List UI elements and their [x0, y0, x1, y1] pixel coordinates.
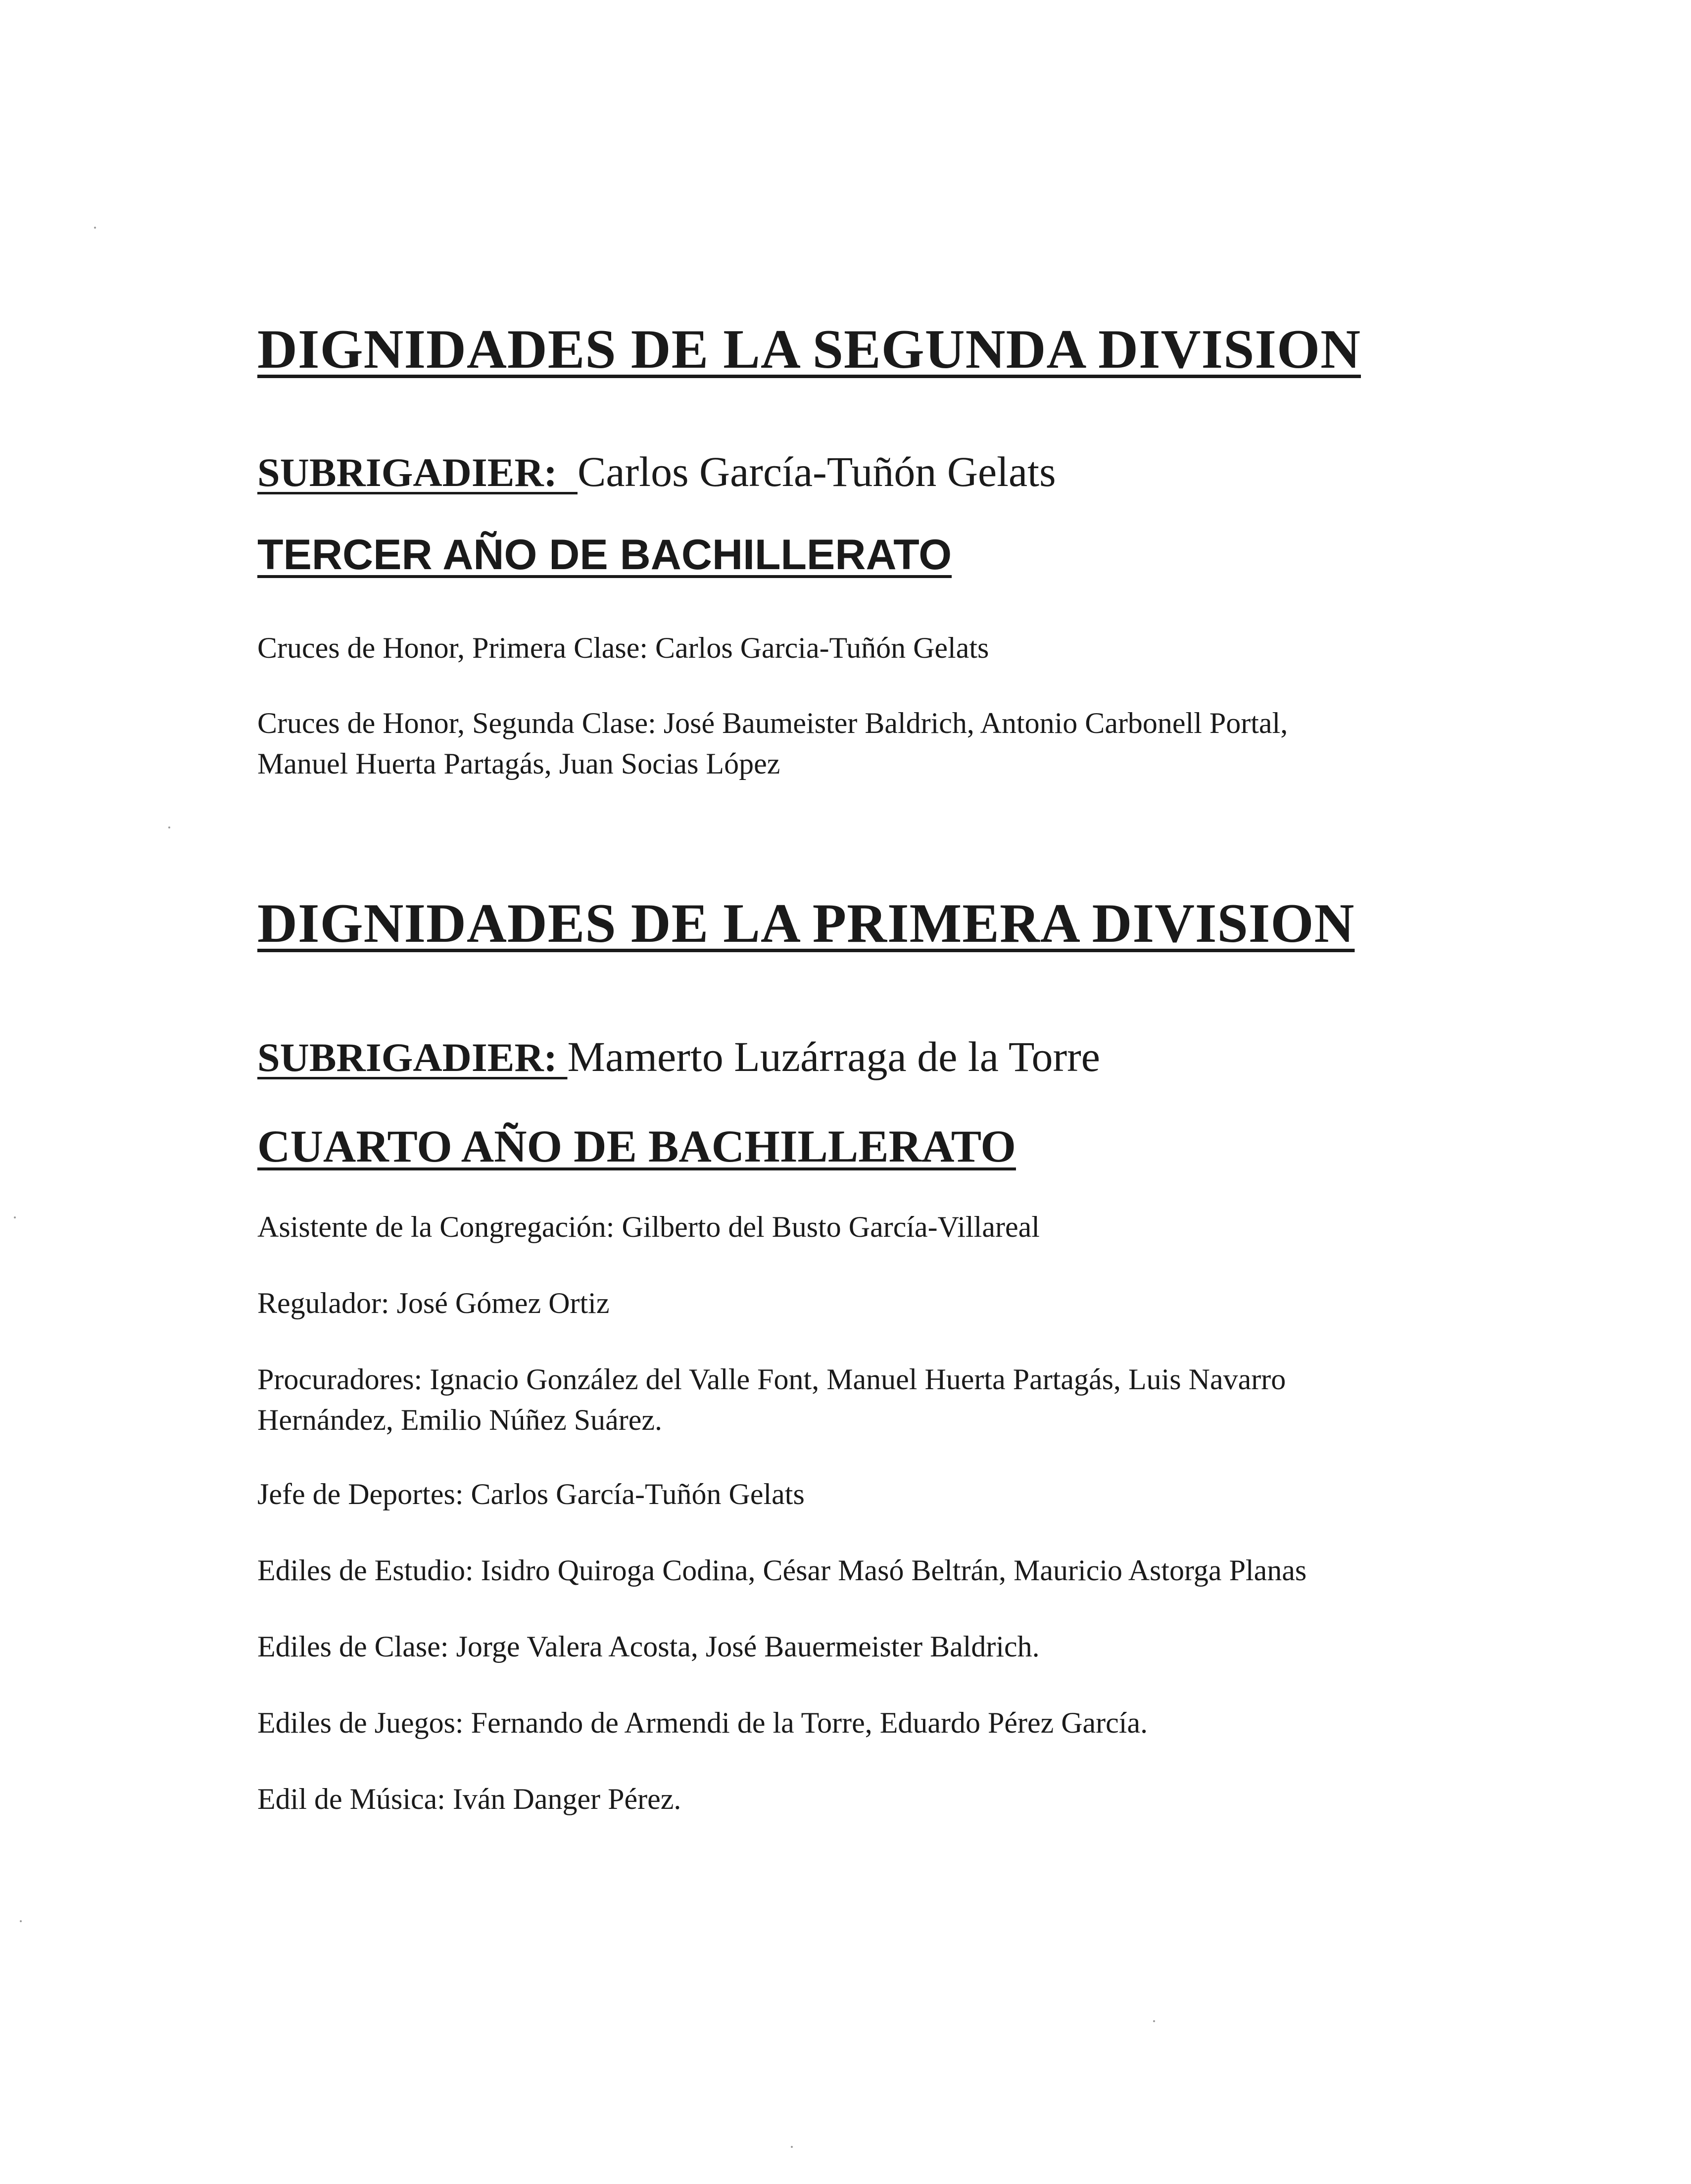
- underline-gap: [557, 452, 578, 493]
- scan-speck: [168, 826, 170, 828]
- segunda-cruces-segunda-line1: Cruces de Honor, Segunda Clase: José Baumeister Baldrich, Antonio Carbonell Portal,: [257, 707, 1288, 739]
- scan-speck: [1153, 2020, 1155, 2022]
- segunda-subrigadier-line: [257, 450, 1056, 493]
- primera-jefe-deportes: Jefe de Deportes: Carlos García-Tuñón Gelats: [257, 1478, 805, 1510]
- segunda-subrigadier-label: SUBRIGADIER:: [257, 450, 557, 495]
- primera-division-title: DIGNIDADES DE LA PRIMERA DIVISION: [257, 893, 1355, 954]
- scan-speck: [791, 2146, 793, 2148]
- primera-ediles-estudio: Ediles de Estudio: Isidro Quiroga Codina, César Masó Beltrán, Mauricio Astorga Planas: [257, 1554, 1307, 1587]
- scan-speck: [94, 227, 96, 229]
- primera-edil-musica: Edil de Música: Iván Danger Pérez.: [257, 1783, 681, 1815]
- segunda-division-title: DIGNIDADES DE LA SEGUNDA DIVISION: [257, 319, 1361, 380]
- scan-speck: [20, 1920, 22, 1922]
- segunda-subrigadier-name: Carlos García-Tuñón Gelats: [578, 448, 1056, 495]
- segunda-cruces-primera: Cruces de Honor, Primera Clase: Carlos Garcia-Tuñón Gelats: [257, 631, 989, 664]
- primera-ediles-juegos: Ediles de Juegos: Fernando de Armendi de la Torre, Eduardo Pérez García.: [257, 1706, 1148, 1739]
- segunda-cruces-segunda-line2: Manuel Huerta Partagás, Juan Socias López: [257, 747, 780, 780]
- primera-procuradores-line2: Hernández, Emilio Núñez Suárez.: [257, 1404, 662, 1436]
- primera-procuradores-line1: Procuradores: Ignacio González del Valle Font, Manuel Huerta Partagás, Luis Navarro: [257, 1363, 1286, 1396]
- primera-asistente: Asistente de la Congregación: Gilberto del Busto García-Villareal: [257, 1211, 1040, 1243]
- primera-subrigadier-name: Mamerto Luzárraga de la Torre: [567, 1033, 1100, 1080]
- primera-year-heading: CUARTO AÑO DE BACHILLERATO: [257, 1121, 1016, 1171]
- segunda-year-heading: TERCER AÑO DE BACHILLERATO: [257, 531, 952, 579]
- primera-subrigadier-line: [257, 1035, 1100, 1078]
- underline-gap: [557, 1037, 568, 1078]
- primera-ediles-clase: Ediles de Clase: Jorge Valera Acosta, José Bauermeister Baldrich.: [257, 1630, 1040, 1663]
- primera-subrigadier-label: SUBRIGADIER:: [257, 1035, 557, 1080]
- scan-speck: [14, 1216, 16, 1218]
- primera-regulador: Regulador: José Gómez Ortiz: [257, 1287, 610, 1319]
